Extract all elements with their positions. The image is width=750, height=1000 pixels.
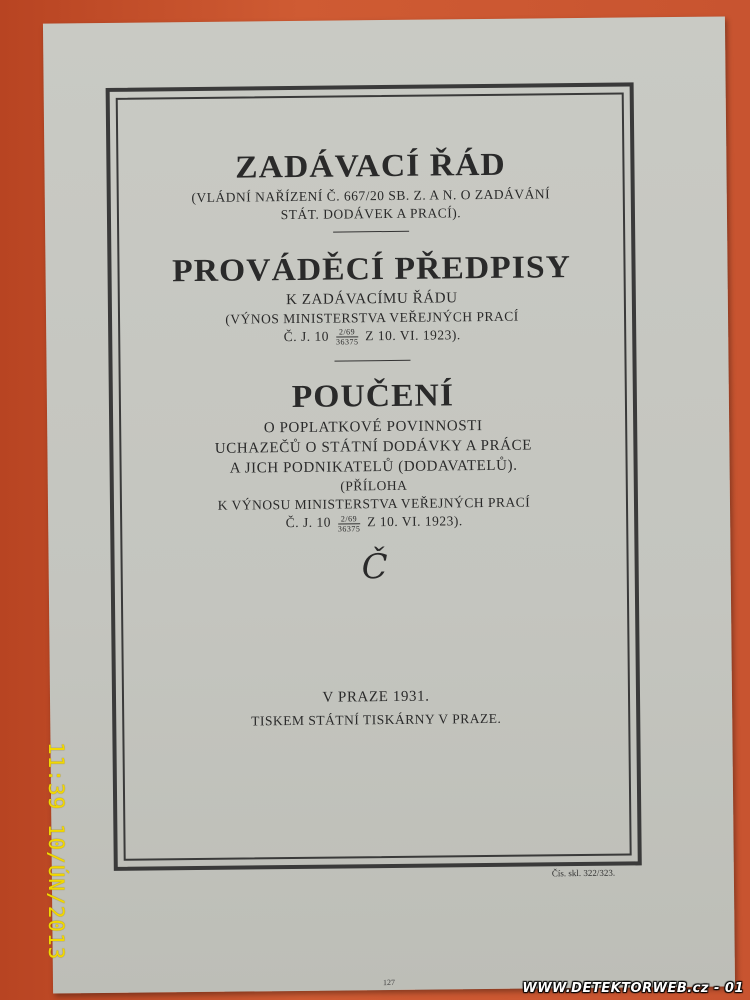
section2-reference	[112, 324, 632, 349]
section3-line4: (PŘÍLOHA	[340, 478, 408, 494]
section2-ref-prefix: Č. J. 10	[283, 328, 330, 345]
section3-ref-numerator: 2/69	[338, 514, 361, 524]
section2-line1: K ZADÁVACÍMU ŘÁDU	[285, 290, 458, 309]
section3-reference	[114, 511, 634, 536]
printer-emblem-icon: Č	[361, 546, 388, 588]
cover-border	[106, 82, 642, 870]
section2-ref-denominator: 36375	[335, 337, 359, 347]
section3-ref-denominator: 36375	[337, 524, 361, 534]
section3-line1: O POPLATKOVÉ POVINNOSTI	[263, 418, 483, 437]
site-watermark: WWW.DETEKTORWEB.cz - 01	[522, 981, 744, 996]
section3-ref-suffix: Z 10. VI. 1923).	[367, 513, 463, 530]
section2-ref-suffix: Z 10. VI. 1923).	[365, 327, 461, 344]
section3-line2: UCHAZEČŮ O STÁTNÍ DODÁVKY A PRÁCE	[214, 437, 533, 458]
section1-line1: (VLÁDNÍ NAŘÍZENÍ Č. 667/20 SB. Z. A N. O ZADÁVÁNÍ	[191, 186, 551, 206]
section3-line3: A JICH PODNIKATELŮ (DODAVATELŮ).	[229, 458, 518, 478]
section3-ref-fraction	[338, 514, 361, 533]
section2-line2: (VÝNOS MINISTERSTVA VEŘEJNÝCH PRACÍ	[225, 308, 519, 327]
imprint-place-year: V PRAZE 1931.	[322, 688, 430, 706]
divider	[333, 231, 409, 233]
section2-ref-numerator: 2/69	[336, 328, 359, 338]
section1-line2: STÁT. DODÁVEK A PRACÍ).	[280, 205, 462, 223]
imprint-printer: TISKEM STÁTNÍ TISKÁRNY V PRAZE.	[251, 710, 502, 729]
section2-title: PROVÁDĚCÍ PŘEDPISY	[171, 248, 572, 289]
section3-line5: K VÝNOSU MINISTERSTVA VEŘEJNÝCH PRACÍ	[217, 494, 531, 514]
cover-content	[110, 86, 637, 731]
page-number: 127	[382, 977, 396, 988]
catalog-number: Čís. skl. 322/323.	[551, 867, 616, 879]
section3-title: POUČENÍ	[291, 376, 455, 415]
section2-ref-fraction	[336, 328, 359, 347]
divider	[334, 360, 410, 362]
document-booklet	[43, 16, 735, 993]
section3-ref-prefix: Č. J. 10	[285, 515, 332, 531]
camera-timestamp: 11:39 10/ÚN/2013	[44, 742, 68, 961]
section1-title: ZADÁVACÍ ŘÁD	[234, 145, 506, 185]
